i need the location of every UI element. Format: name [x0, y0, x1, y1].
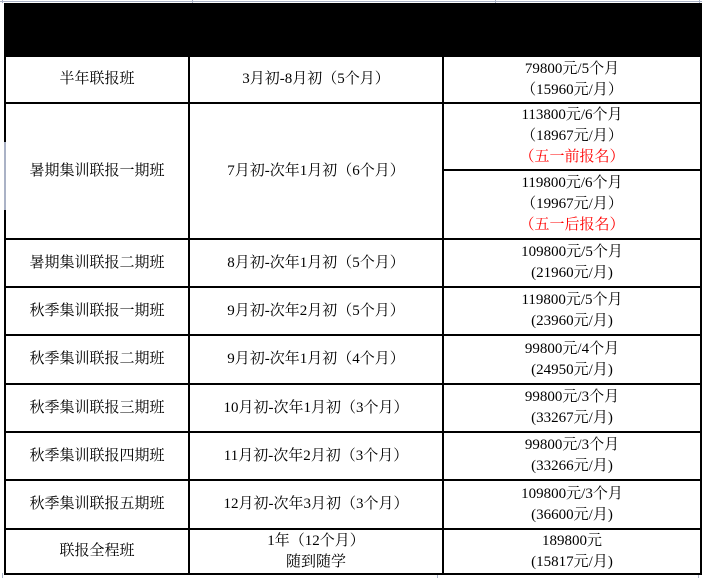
- table-row: [5, 480, 701, 529]
- class-name: 半年联报班: [59, 71, 135, 87]
- price-cell: [443, 432, 701, 480]
- schedule-line: 8月初-次年1月初（5个月）: [227, 254, 405, 271]
- schedule-line: 10月初-次年1月初（3个月）: [223, 399, 409, 416]
- spreadsheet-gridline: [4, 142, 6, 210]
- class-name: 秋季集训联报五期班: [29, 496, 165, 512]
- price-line: 109800元/5个月: [521, 244, 623, 260]
- price-cell: [443, 384, 701, 432]
- schedule-cell: [189, 287, 443, 335]
- schedule-line: 9月初-次年1月初（4个月）: [227, 351, 405, 367]
- class-name-cell: [5, 384, 189, 432]
- price-cell: [443, 170, 701, 239]
- price-cell: [443, 239, 701, 287]
- class-name: 秋季集训联报三期班: [29, 399, 165, 416]
- price-line: 99800元/3个月: [524, 389, 620, 405]
- table-row: [5, 335, 701, 384]
- price-per-month-line: (23960元/月): [531, 313, 613, 329]
- table-title: 长期班: [328, 21, 377, 38]
- schedule-cell: [189, 480, 443, 529]
- class-name-cell: [5, 335, 189, 384]
- table-row: [5, 103, 701, 170]
- class-name: 秋季集训联报二期班: [29, 351, 165, 367]
- schedule-cell: [189, 239, 443, 287]
- class-name: 秋季集训联报一期班: [29, 302, 165, 319]
- price-cell: [443, 56, 701, 103]
- schedule-line: 7月初-次年1月初（6个月）: [227, 162, 405, 179]
- table-row: [5, 287, 701, 335]
- price-cell: [443, 529, 701, 574]
- price-line: 99800元/3个月: [524, 437, 620, 453]
- price-per-month-line: (15817元/月): [531, 553, 613, 570]
- class-name: 联报全程班: [59, 543, 135, 559]
- price-per-month-line: (36600元/月): [531, 506, 613, 523]
- class-name-cell: [5, 56, 189, 103]
- table-header-cell: [5, 4, 701, 56]
- price-line: 79800元/5个月: [524, 60, 620, 77]
- class-name-cell: [5, 239, 189, 287]
- schedule-cell: [189, 335, 443, 384]
- spreadsheet-gridline: [0, 1, 702, 2]
- price-line: 109800元/3个月: [521, 485, 623, 502]
- price-cell: [443, 480, 701, 529]
- price-per-month-line: (33266元/月): [531, 458, 613, 474]
- price-cell: [443, 287, 701, 335]
- table-row: [5, 384, 701, 432]
- schedule-line: 1年（12个月）: [267, 532, 365, 549]
- price-line: 113800元/6个月: [521, 107, 623, 123]
- schedule-cell: [189, 432, 443, 480]
- enrollment-deadline-note: （五一后报名）: [519, 217, 625, 233]
- pricing-table: [4, 3, 702, 575]
- price-per-month-line: （19967元/月）: [521, 196, 623, 212]
- class-name-cell: [5, 432, 189, 480]
- schedule-cell: [189, 529, 443, 574]
- schedule-line: 12月初-次年3月初（3个月）: [223, 496, 409, 512]
- price-line: 189800元: [541, 532, 602, 549]
- spreadsheet-gridline: [2, 573, 3, 578]
- schedule-cell: [189, 56, 443, 103]
- schedule-line: 3月初-8月初（5个月）: [242, 71, 390, 87]
- table-row: [5, 239, 701, 287]
- class-name: 暑期集训联报二期班: [29, 254, 165, 271]
- price-per-month-line: (24950元/月): [531, 361, 613, 378]
- class-name-cell: [5, 480, 189, 529]
- price-per-month-line: （15960元/月）: [521, 81, 623, 98]
- table-row: [5, 529, 701, 574]
- price-line: 119800元/6个月: [521, 175, 623, 191]
- price-line: 119800元/5个月: [521, 292, 623, 308]
- schedule-cell: [189, 103, 443, 239]
- schedule-cell: [189, 384, 443, 432]
- enrollment-deadline-note: （五一前报名）: [519, 149, 625, 165]
- price-cell: [443, 335, 701, 384]
- table-row: [5, 56, 701, 103]
- table-row: [5, 432, 701, 480]
- schedule-line: 9月初-次年2月初（5个月）: [227, 302, 405, 319]
- class-name: 暑期集训联报一期班: [29, 162, 165, 179]
- price-per-month-line: (33267元/月): [531, 410, 613, 426]
- price-per-month-line: （18967元/月）: [521, 128, 623, 144]
- class-name-cell: [5, 287, 189, 335]
- class-name-cell: [5, 529, 189, 574]
- class-name-cell: [5, 103, 189, 239]
- table-header-row: [5, 4, 701, 56]
- class-name: 秋季集训联报四期班: [29, 447, 165, 464]
- price-line: 99800元/4个月: [524, 340, 620, 357]
- schedule-line: 随到随学: [285, 553, 346, 570]
- price-per-month-line: (21960元/月): [531, 265, 613, 281]
- spreadsheet-gridline: [2, 0, 3, 3]
- schedule-line: 11月初-次年2月初（3个月）: [223, 447, 409, 464]
- price-cell: [443, 103, 701, 170]
